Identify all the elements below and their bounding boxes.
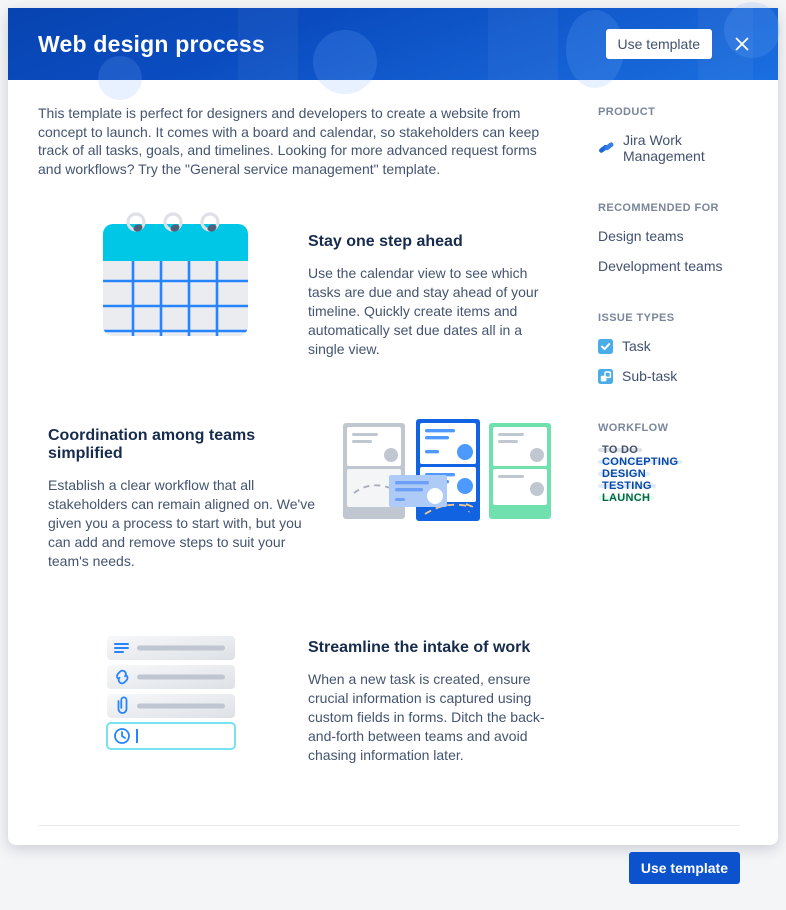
jira-work-management-logo-icon [598,140,614,156]
feature-title: Coordination among teams simplified [48,427,256,462]
calendar-illustration [103,211,248,341]
product-label: PRODUCT [598,106,656,118]
product-value [598,132,748,164]
workflow-section [598,422,748,508]
task-icon [598,339,613,354]
close-button[interactable] [728,30,756,58]
feature-workflow [38,419,551,571]
feature-title: Streamline the intake of work [308,639,531,656]
template-modal [8,8,778,876]
issue-type-row [598,338,748,354]
workflow-status-badge: TO DO [598,448,642,452]
main-column [38,104,551,825]
page-title: Web design process [38,30,265,57]
product-section [598,106,748,164]
recommended-label: RECOMMENDED FOR [598,202,719,214]
issue-type-row [598,368,748,384]
workflow-label: WORKFLOW [598,422,669,434]
feature-body: Establish a clear workflow that all stakeholders can remain aligned on. We've given you a process to start with, but you can add and remove steps to suit your team's needs. [48,477,316,569]
issue-type-name: Task [622,338,651,354]
workflow-status-badge: LAUNCH [598,496,654,500]
subtask-icon [598,369,613,384]
use-template-header-button[interactable]: Use template [606,29,712,59]
recommended-item: Development teams [598,258,723,274]
feature-title: Stay one step ahead [308,233,463,250]
product-name: Jira Work Management [623,132,705,164]
modal-footer [8,825,778,910]
details-sidebar [598,104,748,825]
feature-workflow-text [48,419,316,571]
recommended-item: Design teams [598,228,684,244]
feature-calendar [38,211,551,359]
feature-forms [38,631,551,765]
feature-forms-text [308,631,551,765]
workflow-status-badge: CONCEPTING [598,460,682,464]
close-icon [734,36,750,52]
template-description: This template is perfect for designers and developers to create a website from concept to launch. It comes with a board and calendar, so stakeholders can keep track of all tasks, goals, and timelines. Looking for more advanced request forms and workflows? Try the "General service management" template. [38,105,540,177]
feature-body: Use the calendar view to see which tasks are due and stay ahead of your timeline. Quickly create items and automatically set due dates all in a single view. [308,265,539,357]
use-template-footer-button[interactable]: Use template [629,852,740,884]
feature-body: When a new task is created, ensure crucial information is captured using custom fields in forms. Ditch the back-and-forth between teams and avoid chasing information later. [308,671,545,763]
form-fields-illustration [106,631,246,756]
workflow-status-badge: TESTING [598,484,656,488]
workflow-status-badge: DESIGN [598,472,650,476]
footer-divider [38,825,740,826]
issue-type-name: Sub-task [622,368,678,384]
modal-body [8,80,778,825]
recommended-section [598,202,748,274]
feature-calendar-text [308,211,551,359]
modal-header [8,8,778,80]
issue-types-label: ISSUE TYPES [598,312,675,324]
kanban-board-illustration [343,419,551,526]
issue-types-section [598,312,748,384]
